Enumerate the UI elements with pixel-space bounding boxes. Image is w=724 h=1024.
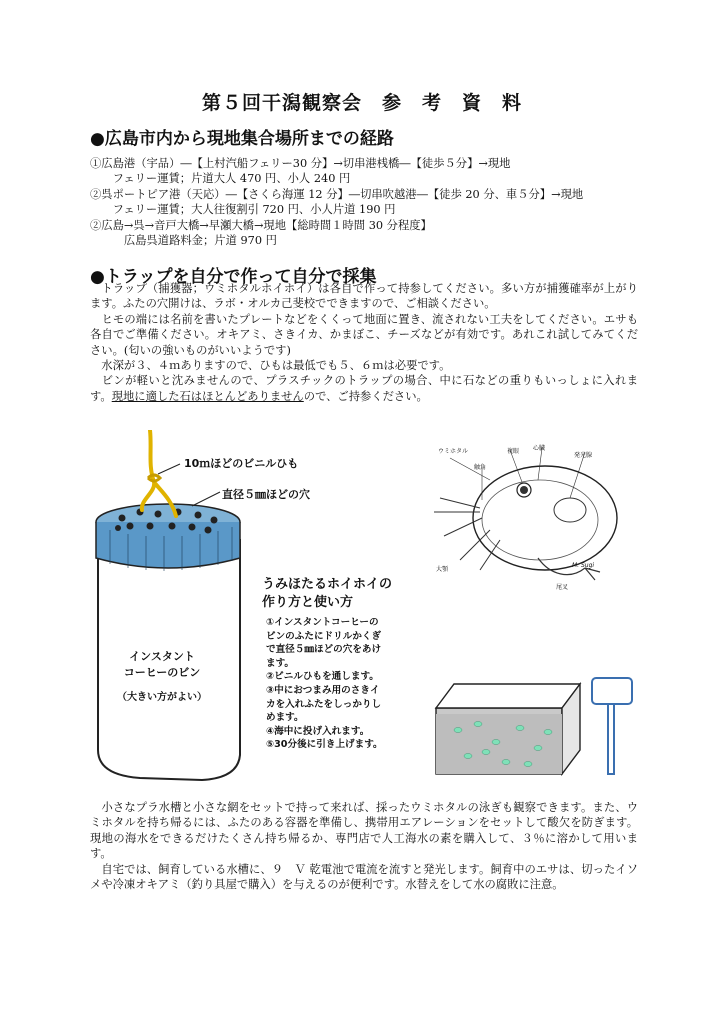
howto-step: めます。 — [266, 712, 304, 724]
route-line: フェリー運賃；片道大人 470 円、小人 240 円 — [90, 172, 351, 186]
howto-step: カを入れふたをしっかりし — [266, 698, 382, 710]
section-heading-trap: ●トラップを自分で作って自分で採集 — [90, 267, 377, 287]
howto-step: ③中におつまみ用のさきイ — [266, 684, 380, 696]
howto-step: ①インスタントコーヒーの — [266, 617, 379, 628]
jar-label-line: インスタント — [129, 650, 195, 663]
jar-note: （大きい方がよい） — [117, 692, 207, 703]
trap-text — [90, 281, 638, 404]
label-luminous-gland: 発光腺 — [574, 452, 593, 459]
howto-step: ④海中に投げ入れます。 — [266, 725, 370, 737]
howto-title — [262, 576, 392, 612]
route-line: フェリー運賃；大人往復割引 720 円、小人片道 190 円 — [90, 203, 396, 217]
route-line: ②呉ポートピア港（天応）―【さくら海運 12 分】―切串吹越港―【徒歩 20 分、車５分】→現地 — [90, 187, 584, 201]
page-title: 第５回干潟観察会 参 考 資 料 — [201, 92, 522, 114]
section-heading-route: ●広島市内から現地集合場所までの経路 — [90, 129, 394, 149]
paragraph: 小さなプラ水槽と小さな網をセットで持って来れば、採ったウミホタルの泳ぎも観察できます。また、ウミホタルを持ち帰るには、ふたのある容器を準備し、携帯用エアレーションをセットして酸欠を防ぎます。現地の海水をできるだけたくさん持ち帰るか、専門店で人工海水の素を購入して、３％に溶かして用います。 — [90, 801, 638, 861]
route-line: ②広島→呉→音戸大橋→早瀬大橋→現地【総時間１時間 30 分程度】 — [90, 218, 432, 232]
underlined-text: 現地に適した石はほとんどありません — [111, 389, 304, 403]
route-line: ①広島港（宇品）―【上村汽船フェリー30 分】→切串港桟橋―【徒歩５分】→現地 — [90, 157, 511, 170]
hole-label: 直径５㎜ほどの穴 — [222, 488, 310, 501]
howto-step: ⑤30分後に引き上げます。 — [266, 739, 383, 751]
howto-step: ビンのふたにドリルかくぎ — [266, 630, 382, 642]
observation-text — [90, 800, 638, 892]
artist-signature: M. Sugi — [572, 562, 595, 569]
paragraph: 自宅では、飼育している水槽に、９ Ｖ 乾電池で電流を流すと発光します。飼育中のエサは、切ったイソメや冷凍オキアミ（釣り具屋で購入）を与えるのが便利です。水替えをして水の腐敗に注意。 — [90, 862, 638, 892]
paragraph: トラップ（捕獲器；ウミホタルホイホイ）は各自で作って持参してください。多い方が捕獲確率が上がります。ふたの穴開けは、ラボ・オルカ己斐校でできますので、ご相談ください。 — [90, 282, 638, 311]
howto-step: ます。 — [266, 657, 295, 669]
label-mandible: 大顎 — [436, 566, 449, 573]
howto-steps — [266, 616, 383, 752]
howto-title-line: うみほたるホイホイの — [262, 577, 393, 592]
howto-step: で直径５㎜ほどの穴をあけ — [266, 644, 382, 656]
route-line: 広島呉道路料金；片道 970 円 — [90, 234, 277, 248]
water-tank-illustration — [430, 670, 650, 780]
rope-label: 10ｍほどのビニルひも — [184, 457, 299, 470]
route-list — [90, 156, 583, 248]
paragraph: 水深が３、４ｍありますので、ひもは最低でも５、６ｍは必要です。 — [90, 359, 451, 373]
label-furca: 尾叉 — [556, 584, 569, 591]
jar-label-line: コーヒーのビン — [123, 666, 201, 679]
umihotaru-diagram — [420, 440, 630, 600]
label-compound-eye: 複眼 — [507, 448, 520, 455]
text-span: ので、ご持参ください。 — [303, 389, 428, 403]
label-heart: 心臓 — [533, 445, 546, 452]
label-antenna: 触角 — [474, 464, 487, 471]
howto-title-line: 作り方と使い方 — [262, 595, 354, 610]
howto-step: ②ビニルひもを通します。 — [266, 671, 379, 683]
text-span: ビンが軽いと沈みませんので、プラスチックのトラップの場合、中に石などの重りもいっしょに入れます。 — [90, 374, 638, 403]
label-umihotaru: ウミホタル — [438, 448, 469, 455]
jar-label — [117, 648, 207, 703]
paragraph — [90, 373, 638, 404]
paragraph: ヒモの端には名前を書いたプレートなどをくくって地面に置き、流されない工夫をしてください。エサも各自でご準備ください。オキアミ、さきイカ、かまぼこ、チーズなどが有効です。あれこれ試してみてください。(匂いの強いものがいいようです) — [90, 312, 638, 357]
